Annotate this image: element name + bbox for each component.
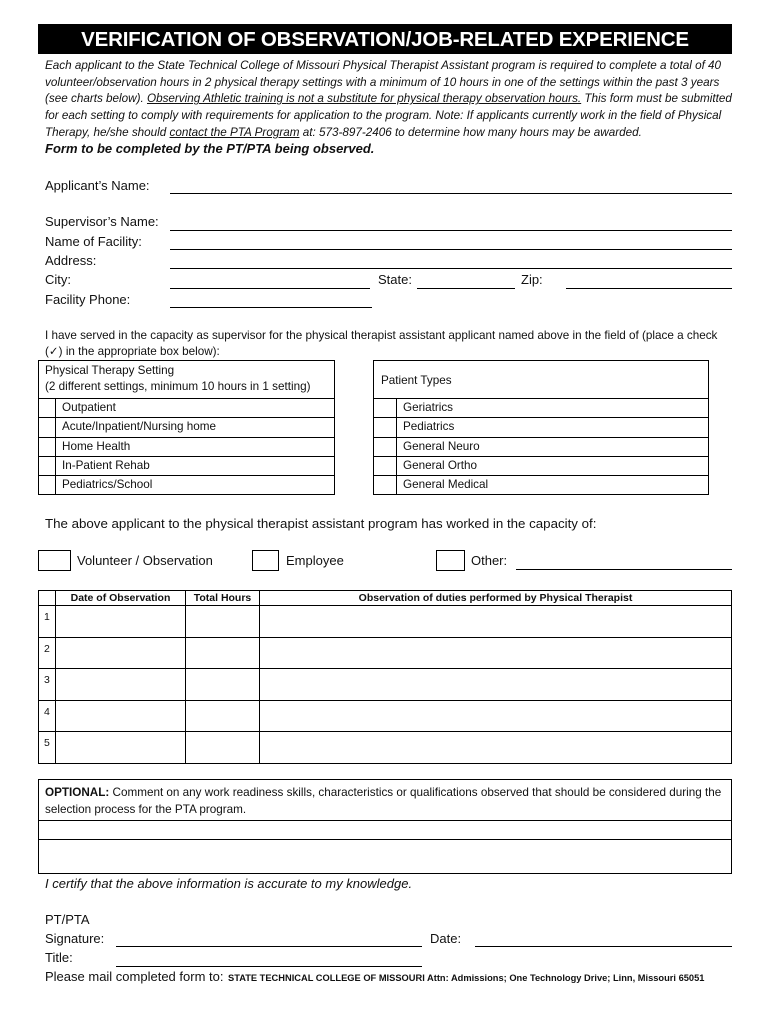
patient-type-label: General Medical bbox=[397, 476, 709, 495]
intro-underlined-2: contact the PTA Program bbox=[169, 125, 300, 139]
checkbox-employee[interactable] bbox=[252, 550, 279, 571]
setting-label: Pediatrics/School bbox=[56, 476, 335, 495]
intro-text-3: at: 573-897-2406 to determine how many hours may be awarded. bbox=[299, 125, 642, 139]
optional-text bbox=[39, 780, 731, 820]
table-row bbox=[39, 418, 335, 437]
patient-type-label: Pediatrics bbox=[397, 418, 709, 437]
table-row bbox=[39, 637, 732, 669]
patient-types-table bbox=[373, 360, 709, 495]
checkbox-other[interactable] bbox=[436, 550, 465, 571]
settings-header-title: Physical Therapy Setting bbox=[45, 364, 175, 377]
setting-label: In-Patient Rehab bbox=[56, 456, 335, 475]
zip-label: Zip: bbox=[521, 272, 543, 287]
signature-field[interactable] bbox=[116, 946, 422, 947]
checkbox-volunteer[interactable] bbox=[38, 550, 71, 571]
row-number: 3 bbox=[39, 669, 56, 701]
hours-cell[interactable] bbox=[186, 732, 260, 764]
date-field[interactable] bbox=[475, 946, 732, 947]
patient-types-header: Patient Types bbox=[373, 360, 709, 398]
address-label: Address: bbox=[45, 253, 97, 268]
table-row bbox=[374, 456, 709, 475]
date-of-observation-header: Date of Observation bbox=[56, 591, 186, 606]
patient-type-label: General Ortho bbox=[397, 456, 709, 475]
table-row bbox=[39, 669, 732, 701]
mail-address: STATE TECHNICAL COLLEGE OF MISSOURI Attn: Admissions; One Technology Drive; Linn, Missouri 65051 bbox=[228, 973, 705, 983]
table-row bbox=[374, 399, 709, 418]
volunteer-label: Volunteer / Observation bbox=[77, 553, 213, 568]
date-cell[interactable] bbox=[56, 669, 186, 701]
duties-cell[interactable] bbox=[260, 606, 732, 638]
checkbox-general-medical[interactable] bbox=[374, 476, 397, 495]
facility-phone-label: Facility Phone: bbox=[45, 292, 131, 307]
patient-type-label: General Neuro bbox=[397, 437, 709, 456]
checkbox-acute-inpatient[interactable] bbox=[39, 418, 56, 437]
state-field[interactable] bbox=[417, 288, 515, 289]
row-number: 2 bbox=[39, 637, 56, 669]
patient-type-label: Geriatrics bbox=[397, 399, 709, 418]
table-header-row bbox=[39, 591, 732, 606]
mail-label: Please mail completed form to: bbox=[45, 969, 224, 984]
duties-cell[interactable] bbox=[260, 732, 732, 764]
duties-cell[interactable] bbox=[260, 669, 732, 701]
setting-label: Outpatient bbox=[56, 399, 335, 418]
checkbox-inpatient-rehab[interactable] bbox=[39, 456, 56, 475]
table-row bbox=[374, 418, 709, 437]
supervisor-name-label: Supervisor’s Name: bbox=[45, 214, 159, 229]
checkbox-pediatrics[interactable] bbox=[374, 418, 397, 437]
zip-field[interactable] bbox=[566, 288, 732, 289]
state-label: State: bbox=[378, 272, 412, 287]
settings-header bbox=[38, 360, 335, 398]
duties-header: Observation of duties performed by Physical Therapist bbox=[260, 591, 732, 606]
date-cell[interactable] bbox=[56, 700, 186, 732]
city-label: City: bbox=[45, 272, 71, 287]
settings-table bbox=[38, 360, 335, 495]
optional-description: Comment on any work readiness skills, characteristics or qualifications observed that should be considered during the selection process for the PTA program. bbox=[45, 786, 722, 816]
checkbox-general-ortho[interactable] bbox=[374, 456, 397, 475]
checkbox-outpatient[interactable] bbox=[39, 399, 56, 418]
table-row bbox=[374, 437, 709, 456]
intro-text-1: Each applicant to the State Technical College of Missouri Physical Therapist Assistant program is required to complete a total of 40 volunteer/observation hours in 2 physical therapy settings with a minimum of 10 hours in one of the settings within the past 3 years (see charts below). bbox=[45, 59, 722, 106]
optional-label: OPTIONAL: bbox=[45, 786, 110, 799]
checkbox-home-health[interactable] bbox=[39, 437, 56, 456]
intro-paragraph bbox=[45, 58, 735, 142]
capacity-statement: I have served in the capacity as supervisor for the physical therapist assistant applicant named above in the field of (place a check (✓) in the appropriate box below): bbox=[45, 329, 718, 358]
optional-comment-line-2[interactable] bbox=[39, 839, 731, 858]
optional-comments-box bbox=[38, 779, 732, 874]
instruction: Form to be completed by the PT/PTA being observed. bbox=[45, 141, 375, 156]
table-row bbox=[39, 732, 732, 764]
checkbox-geriatrics[interactable] bbox=[374, 399, 397, 418]
capacity-question: The above applicant to the physical therapist assistant program has worked in the capacity of: bbox=[45, 516, 597, 531]
row-number: 4 bbox=[39, 700, 56, 732]
settings-list bbox=[38, 398, 335, 495]
observation-table bbox=[38, 590, 732, 764]
table-row bbox=[39, 437, 335, 456]
page-title: VERIFICATION OF OBSERVATION/JOB-RELATED EXPERIENCE bbox=[38, 24, 732, 54]
checkbox-pediatrics-school[interactable] bbox=[39, 476, 56, 495]
date-cell[interactable] bbox=[56, 606, 186, 638]
hours-cell[interactable] bbox=[186, 637, 260, 669]
employee-label: Employee bbox=[286, 553, 344, 568]
date-cell[interactable] bbox=[56, 637, 186, 669]
hours-cell[interactable] bbox=[186, 700, 260, 732]
table-row bbox=[39, 456, 335, 475]
table-row bbox=[39, 476, 335, 495]
title-label: Title: bbox=[45, 950, 73, 965]
optional-comment-line-1[interactable] bbox=[39, 820, 731, 839]
hours-cell[interactable] bbox=[186, 669, 260, 701]
supervisor-name-field[interactable] bbox=[170, 230, 732, 231]
row-number: 1 bbox=[39, 606, 56, 638]
applicant-name-field[interactable] bbox=[170, 193, 732, 194]
table-row bbox=[39, 399, 335, 418]
table-row bbox=[39, 606, 732, 638]
duties-cell[interactable] bbox=[260, 700, 732, 732]
setting-label: Home Health bbox=[56, 437, 335, 456]
applicant-name-label: Applicant’s Name: bbox=[45, 178, 150, 193]
setting-label: Acute/Inpatient/Nursing home bbox=[56, 418, 335, 437]
table-row bbox=[39, 700, 732, 732]
intro-text-2: This form must be submitted for each setting to comply with requirements for application to the program. Note: If applicants currently work in the field of Physical Therapy, he/she should bbox=[45, 92, 732, 139]
total-hours-header: Total Hours bbox=[186, 591, 260, 606]
row-number-header bbox=[39, 591, 56, 606]
address-field[interactable] bbox=[170, 268, 732, 269]
facility-name-label: Name of Facility: bbox=[45, 234, 142, 249]
signature-label: Signature: bbox=[45, 931, 105, 946]
patient-types-list bbox=[373, 398, 709, 495]
settings-header-subtitle: (2 different settings, minimum 10 hours in 1 setting) bbox=[45, 380, 311, 393]
city-field[interactable] bbox=[170, 288, 370, 289]
facility-name-field[interactable] bbox=[170, 249, 732, 250]
checkbox-general-neuro[interactable] bbox=[374, 437, 397, 456]
other-field[interactable] bbox=[516, 569, 732, 570]
other-label: Other: bbox=[471, 553, 508, 568]
duties-cell[interactable] bbox=[260, 637, 732, 669]
intro-underlined-1: Observing Athletic training is not a substitute for physical therapy observation hours. bbox=[146, 92, 582, 106]
title-field[interactable] bbox=[116, 966, 422, 967]
row-number: 5 bbox=[39, 732, 56, 764]
table-row bbox=[374, 476, 709, 495]
hours-cell[interactable] bbox=[186, 606, 260, 638]
facility-phone-field[interactable] bbox=[170, 307, 372, 308]
date-cell[interactable] bbox=[56, 732, 186, 764]
date-label: Date: bbox=[430, 931, 462, 946]
certify-statement: I certify that the above information is accurate to my knowledge. bbox=[45, 876, 413, 891]
pt-pta-label: PT/PTA bbox=[45, 912, 90, 927]
